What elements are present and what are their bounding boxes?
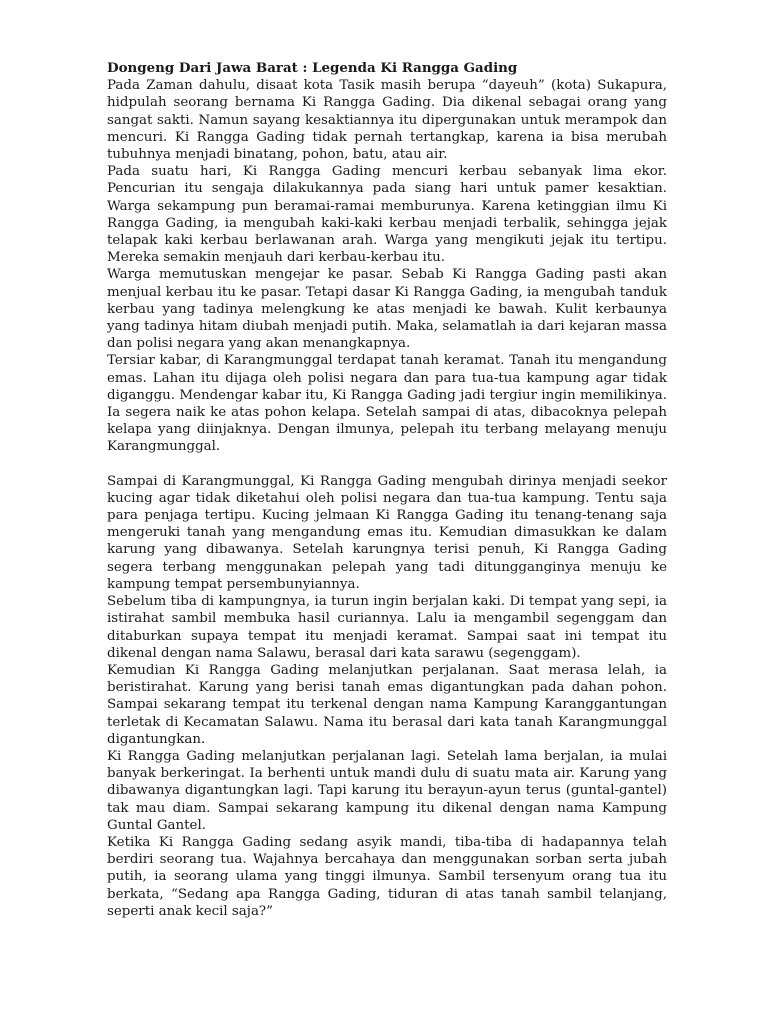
document-title: Dongeng Dari Jawa Barat : Legenda Ki Rangga Gading: [107, 60, 518, 76]
paragraph-2: Pada suatu hari, Ki Rangga Gading mencuri kerbau sebanyak lima ekor. Pencurian itu sengaja dilakukannya pada siang hari untuk pamer kesaktian. Warga sekampung pun beramai-ramai memburunya. Karena ketinggian ilmu Ki Rangga Gading, ia mengubah kaki-kaki kerbau menjadi terbalik, sehingga jejak telapak kaki kerbau berlawanan arah. Warga yang mengikuti jejak itu tertipu. Mereka semakin menjauh dari kerbau-kerbau itu.: [107, 164, 667, 266]
paragraph-9: Ketika Ki Rangga Gading sedang asyik mandi, tiba-tiba di hadapannya telah berdiri seorang tua. Wajahnya bercahaya dan menggunakan sorban serta jubah putih, ia seorang ulama yang tinggi ilmunya. Sambil tersenyum orang tua itu berkata, “Sedang apa Rangga Gading, tiduran di atas tanah sambil telanjang, seperti anak kecil saja?”: [107, 834, 667, 919]
paragraph-1: Pada Zaman dahulu, disaat kota Tasik masih berupa “dayeuh” (kota) Sukapura, hidpulah seorang bernama Ki Rangga Gading. Dia dikenal sebagai orang yang sangat sakti. Namun sayang kesaktiannya itu dipergunakan untuk merampok dan mencuri. Ki Rangga Gading tidak pernah tertangkap, karena ia bisa merubah tubuhnya menjadi binatang, pohon, batu, atau air.: [107, 78, 667, 163]
paragraph-3: Warga memutuskan mengejar ke pasar. Sebab Ki Rangga Gading pasti akan menjual kerbau itu ke pasar. Tetapi dasar Ki Rangga Gading, ia mengubah tanduk kerbau yang tadinya melengkung ke atas menjadi ke bawah. Kulit kerbaunya yang tadinya hitam diubah menjadi putih. Maka, selamatlah ia dari kejaran massa dan polisi negara yang akan menangkapnya.: [107, 267, 667, 352]
paragraph-5: Sampai di Karangmunggal, Ki Rangga Gading mengubah dirinya menjadi seekor kucing agar tidak diketahui oleh polisi negara dan tua-tua kampung. Tentu saja para penjaga tertipu. Kucing jelmaan Ki Rangga Gading itu tenang-tenang saja mengeruki tanah yang mengandung emas itu. Kemudian dimasukkan ke dalam karung yang dibawanya. Setelah karungnya terisi penuh, Ki Rangga Gading segera terbang menggunakan pelepah yang tadi ditungganginya menuju ke kampung tempat persembunyiannya.: [107, 473, 667, 592]
paragraph-gap: [107, 456, 667, 473]
paragraph-8: Ki Rangga Gading melanjutkan perjalanan lagi. Setelah lama berjalan, ia mulai banyak berkeringat. Ia berhenti untuk mandi dulu di suatu mata air. Karung yang dibawanya digantungkan lagi. Tapi karung itu berayun-ayun terus (guntal-gantel) tak mau diam. Sampai sekarang kampung itu dikenal dengan nama Kampung Guntal Gantel.: [107, 748, 667, 833]
paragraph-7: Kemudian Ki Rangga Gading melanjutkan perjalanan. Saat merasa lelah, ia beristirahat. Karung yang berisi tanah emas digantungkan pada dahan pohon. Sampai sekarang tempat itu terkenal dengan nama Kampung Karanggantungan terletak di Kecamatan Salawu. Nama itu berasal dari kata tanah Karangmunggal digantungkan.: [107, 662, 667, 747]
document-body: [107, 60, 667, 920]
paragraph-4: Tersiar kabar, di Karangmunggal terdapat tanah keramat. Tanah itu mengandung emas. Lahan itu dijaga oleh polisi negara dan para tua-tua kampung agar tidak diganggu. Mendengar kabar itu, Ki Rangga Gading jadi tergiur ingin memilikinya. Ia segera naik ke atas pohon kelapa. Setelah sampai di atas, dibacoknya pelepah kelapa yang diinjaknya. Dengan ilmunya, pelepah itu terbang melayang menuju Karangmunggal.: [107, 353, 667, 455]
paragraph-6: Sebelum tiba di kampungnya, ia turun ingin berjalan kaki. Di tempat yang sepi, ia istirahat sambil membuka hasil curiannya. Lalu ia mengambil segenggam dan ditaburkan supaya tempat itu menjadi keramat. Sampai saat ini tempat itu dikenal dengan nama Salawu, berasal dari kata sarawu (segenggam).: [107, 594, 667, 661]
